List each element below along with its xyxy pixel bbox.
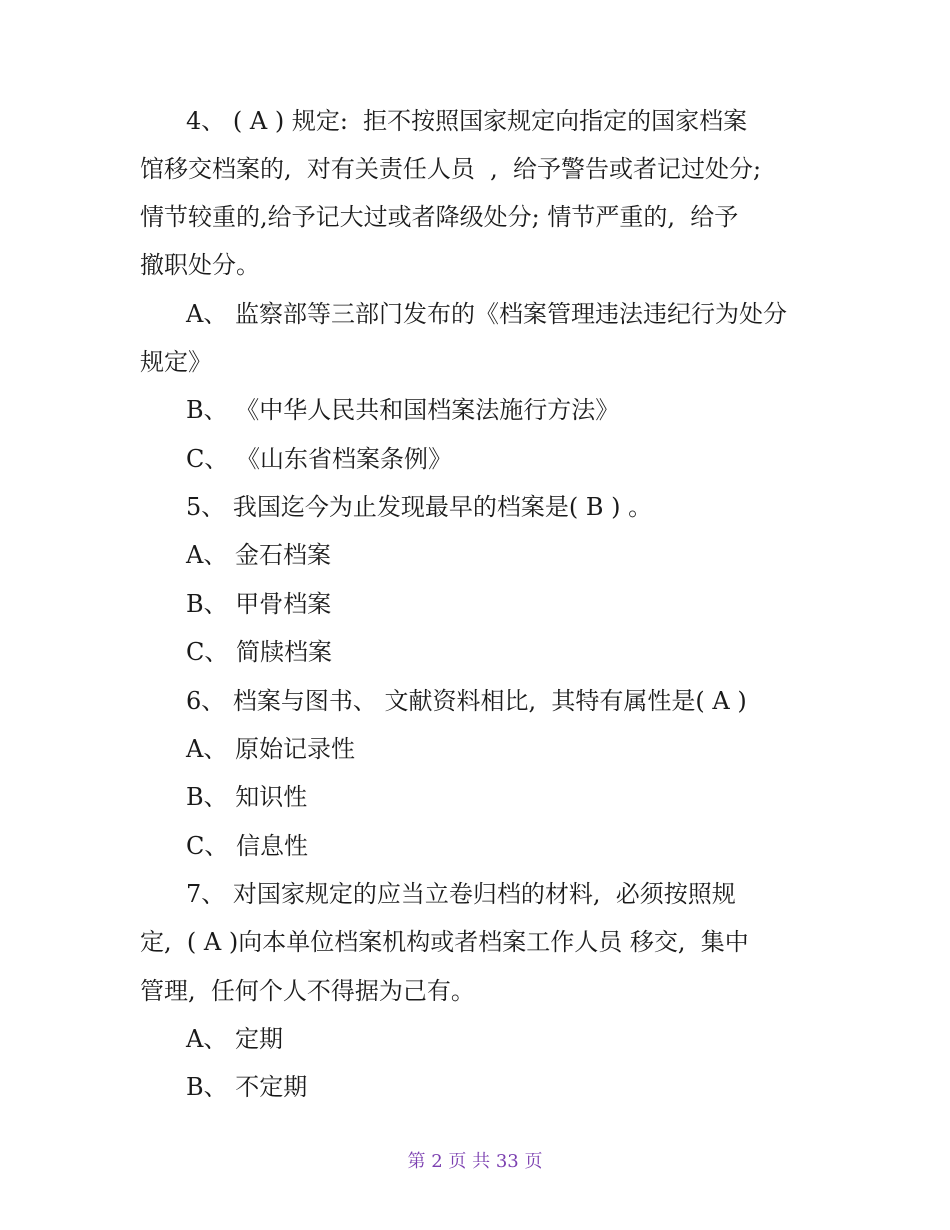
q4-option-b: B、 《中华人民共和国档案法施行方法》 [186, 396, 620, 424]
q6-option-a: A、 原始记录性 [186, 735, 355, 763]
q7-option-a: A、 定期 [186, 1025, 283, 1053]
q4-stem-line1: 4、 ( A ) 规定: 拒不按照国家规定向指定的国家档案 [186, 107, 748, 135]
q5-option-a: A、 金石档案 [186, 541, 331, 569]
q7-stem-line2: 定, ( A )向本单位档案机构或者档案工作人员 移交, 集中 [140, 928, 749, 956]
q6-option-b: B、 知识性 [186, 783, 308, 811]
page-number-footer: 第 2 页 共 33 页 [407, 1151, 543, 1172]
q4-option-a-line1: A、 监察部等三部门发布的《档案管理违法违纪行为处分 [186, 300, 787, 328]
q5-stem: 5、 我国迄今为止发现最早的档案是( B ) 。 [186, 493, 653, 521]
q4-stem-line4: 撤职处分。 [140, 251, 260, 279]
q7-option-b: B、 不定期 [186, 1073, 308, 1101]
q4-stem-line3: 情节较重的,给予记大过或者降级处分; 情节严重的, 给予 [140, 203, 739, 231]
q6-stem: 6、 档案与图书、 文献资料相比, 其特有属性是( A ) [186, 687, 747, 715]
q5-option-c: C、 简牍档案 [186, 638, 332, 666]
q6-option-c: C、 信息性 [186, 832, 308, 860]
q7-stem-line1: 7、 对国家规定的应当立卷归档的材料, 必须按照规 [186, 880, 736, 908]
q7-stem-line3: 管理, 任何个人不得据为己有。 [140, 977, 475, 1005]
q4-option-c: C、 《山东省档案条例》 [186, 445, 452, 473]
q4-stem-line2: 馆移交档案的, 对有关责任人员 , 给予警告或者记过处分; [140, 155, 762, 183]
q4-option-a-line2: 规定》 [140, 348, 212, 376]
q5-option-b: B、 甲骨档案 [186, 590, 332, 618]
